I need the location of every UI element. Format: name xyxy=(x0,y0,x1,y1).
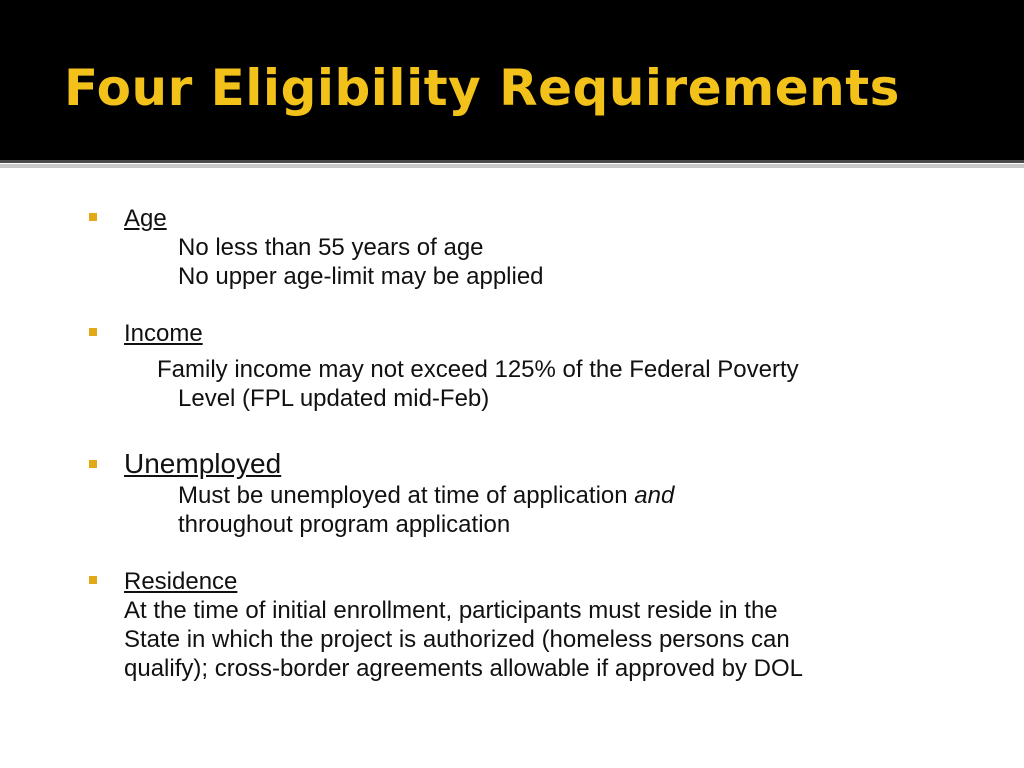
requirement-line: throughout program application xyxy=(178,511,511,538)
title-bar xyxy=(0,0,1024,160)
requirement-line: No less than 55 years of age xyxy=(178,234,484,261)
requirement-line-text: Must be unemployed at time of application xyxy=(178,482,635,509)
title-divider-dark xyxy=(0,160,1024,163)
requirement-heading-unemployed: Unemployed xyxy=(124,448,282,479)
requirement-line: State in which the project is authorized (homeless persons can xyxy=(124,626,790,653)
bullet-marker xyxy=(89,576,97,584)
requirement-heading-age: Age xyxy=(124,205,167,232)
bullet-marker xyxy=(89,213,97,221)
requirement-line: At the time of initial enrollment, participants must reside in the xyxy=(124,597,778,624)
slide-title: Four Eligibility Requirements xyxy=(64,59,900,117)
requirement-line: qualify); cross-border agreements allowable if approved by DOL xyxy=(124,655,803,682)
bullet-marker xyxy=(89,328,97,336)
requirement-heading-income: Income xyxy=(124,320,203,347)
title-divider-light xyxy=(0,164,1024,168)
requirement-line: Family income may not exceed 125% of the Federal Poverty xyxy=(157,356,799,383)
requirement-line: No upper age-limit may be applied xyxy=(178,263,544,290)
bullet-marker xyxy=(89,460,97,468)
requirement-heading-residence: Residence xyxy=(124,568,238,595)
requirement-line-emphasis: and xyxy=(634,482,675,509)
requirement-line xyxy=(178,481,674,510)
requirement-line: Level (FPL updated mid-Feb) xyxy=(178,385,490,412)
